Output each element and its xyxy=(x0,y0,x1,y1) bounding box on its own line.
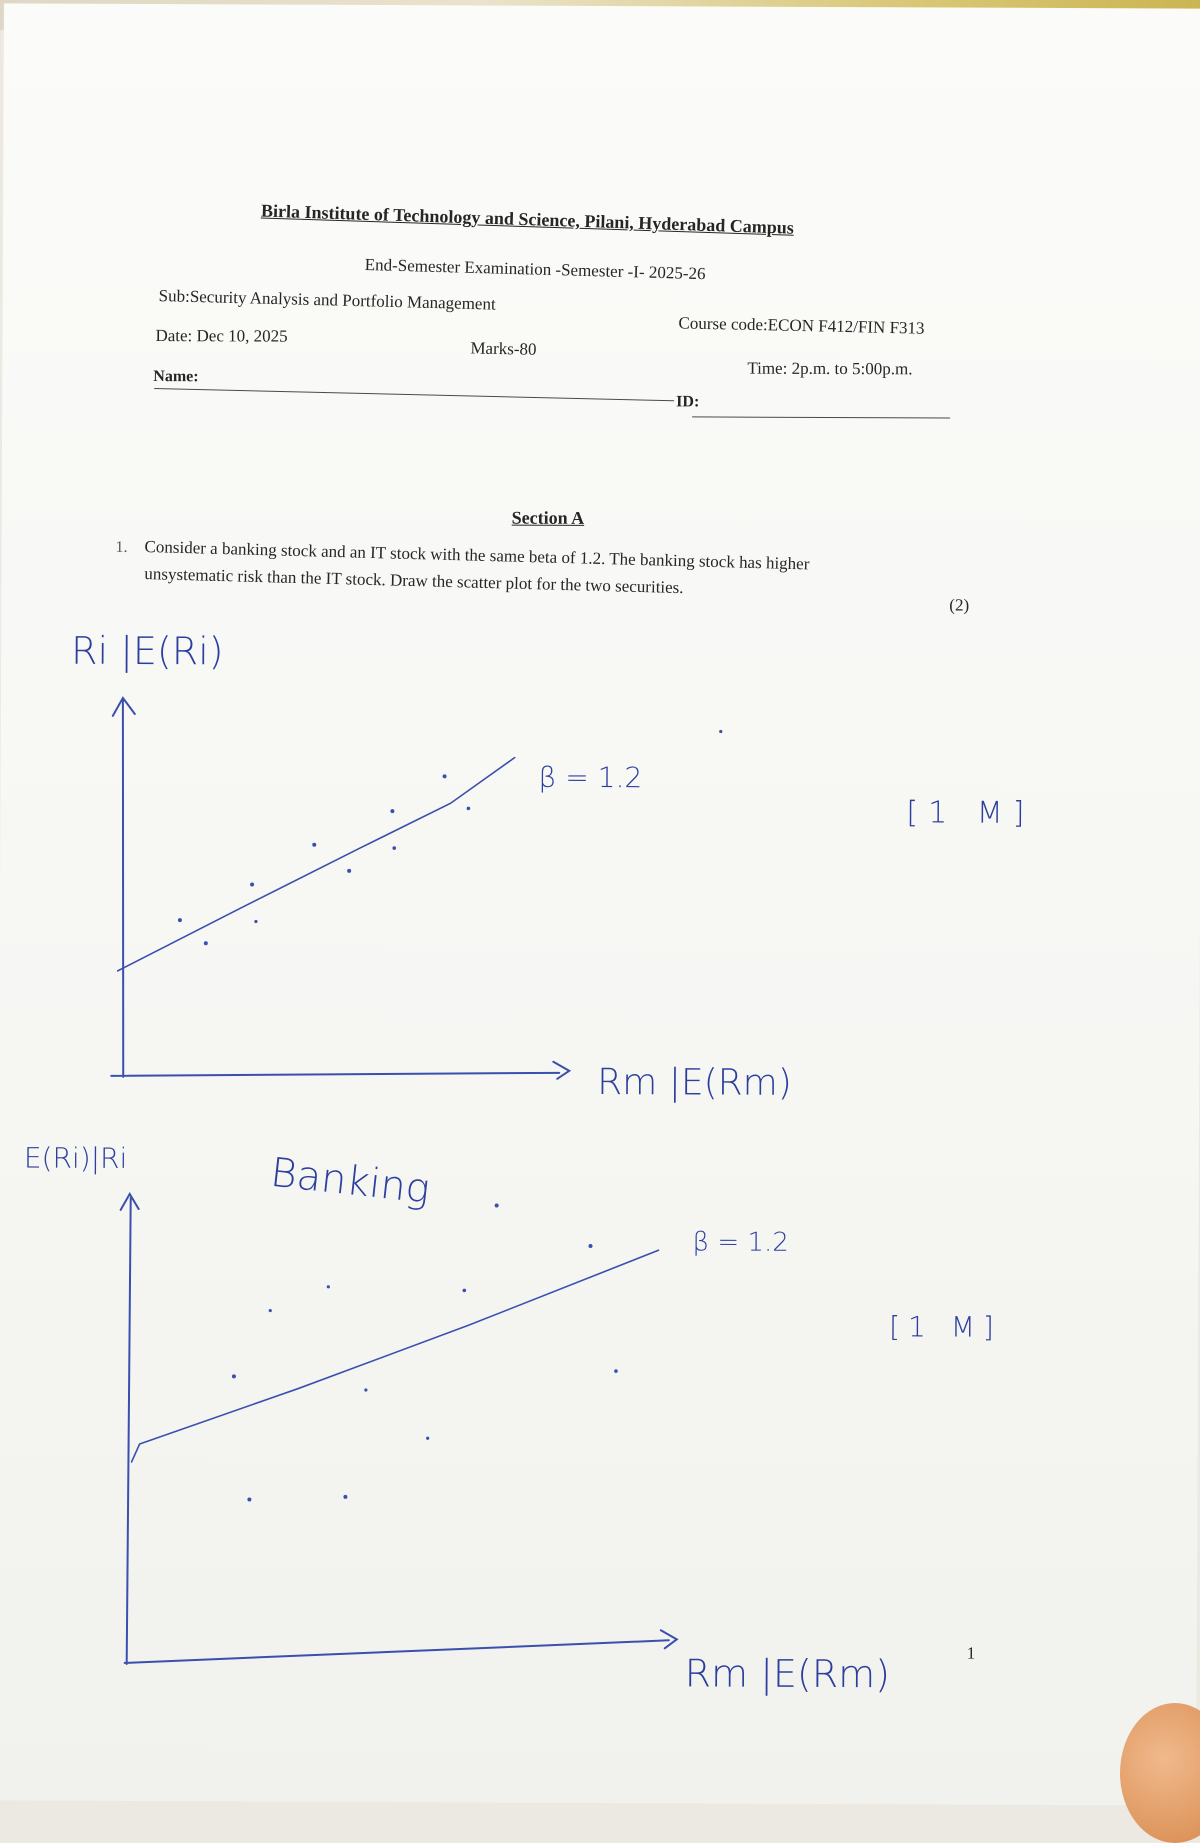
exam-paper xyxy=(0,3,1200,1805)
question-number: 1. xyxy=(115,538,128,556)
institute-title: Birla Institute of Technology and Science, Pilani, Hyderabad Campus xyxy=(260,200,795,238)
graph1-point xyxy=(312,843,316,847)
graph2-point xyxy=(495,1204,499,1208)
page-number: 1 xyxy=(966,1643,976,1663)
handwritten-sketches xyxy=(0,3,1200,1805)
question-marks: (2) xyxy=(949,595,970,615)
total-marks: Marks-80 xyxy=(470,338,537,359)
graph1-point xyxy=(250,882,254,886)
graph2-y-axis xyxy=(119,1194,139,1664)
graph1-x-axis xyxy=(111,1060,569,1079)
subject-label: Sub:Security Analysis and Portfolio Management xyxy=(158,286,496,314)
graph2-point xyxy=(463,1289,467,1293)
graph1-beta-label: β = 1.2 xyxy=(538,760,643,795)
id-label: ID: xyxy=(676,393,700,411)
graph1-marks-note: [1 M] xyxy=(906,795,1035,831)
question-text-line1: Consider a banking stock and an IT stock with the same beta of 1.2. The banking stock has higher xyxy=(144,537,810,574)
graph2-regression-line xyxy=(132,1248,659,1464)
graph1-point xyxy=(443,774,447,778)
graph2-x-axis xyxy=(125,1628,677,1665)
exam-date: Date: Dec 10, 2025 xyxy=(155,326,288,346)
graph2-marks-note: [1 M] xyxy=(889,1310,1002,1344)
graph2-point xyxy=(247,1497,251,1501)
question-text-line2: unsystematic risk than the IT stock. Draw the scatter plot for the two securities. xyxy=(144,564,684,598)
graph2-point xyxy=(269,1309,272,1312)
graph2-y-axis-label: E(Ri)|Ri xyxy=(23,1141,128,1175)
graph2-beta-label: β = 1.2 xyxy=(692,1227,789,1258)
graph1-x-axis-label: Rm |E(Rm) xyxy=(597,1061,792,1104)
exam-title: End-Semester Examination -Semester -I- 2025-26 xyxy=(364,254,706,284)
graph1-regression-line xyxy=(118,756,515,973)
graph1-y-axis-label: Ri |E(Ri) xyxy=(71,628,224,674)
name-label: Name: xyxy=(153,368,199,386)
graph1-point xyxy=(347,869,351,873)
graph2-x-axis-label: Rm |E(Rm) xyxy=(684,1651,891,1697)
section-title: Section A xyxy=(511,507,585,528)
graph2-point xyxy=(614,1369,618,1373)
graph1-point xyxy=(719,730,722,733)
graph2-point xyxy=(426,1437,429,1440)
graph1-point xyxy=(204,941,208,945)
graph1-point xyxy=(467,807,471,811)
graph1-point xyxy=(178,918,182,922)
graph2-point xyxy=(589,1244,593,1248)
graph2-title: Banking xyxy=(268,1149,433,1213)
graph2-point xyxy=(364,1388,367,1391)
graph1-point xyxy=(254,920,257,923)
graph2-point xyxy=(232,1374,236,1378)
graph1-point xyxy=(390,809,394,813)
graph2-point xyxy=(327,1285,330,1288)
graph2-point xyxy=(343,1495,347,1499)
graph1-point xyxy=(392,846,396,850)
graph1-y-axis xyxy=(111,698,135,1077)
course-code: Course code:ECON F412/FIN F313 xyxy=(678,313,925,338)
exam-time: Time: 2p.m. to 5:00p.m. xyxy=(747,358,913,379)
